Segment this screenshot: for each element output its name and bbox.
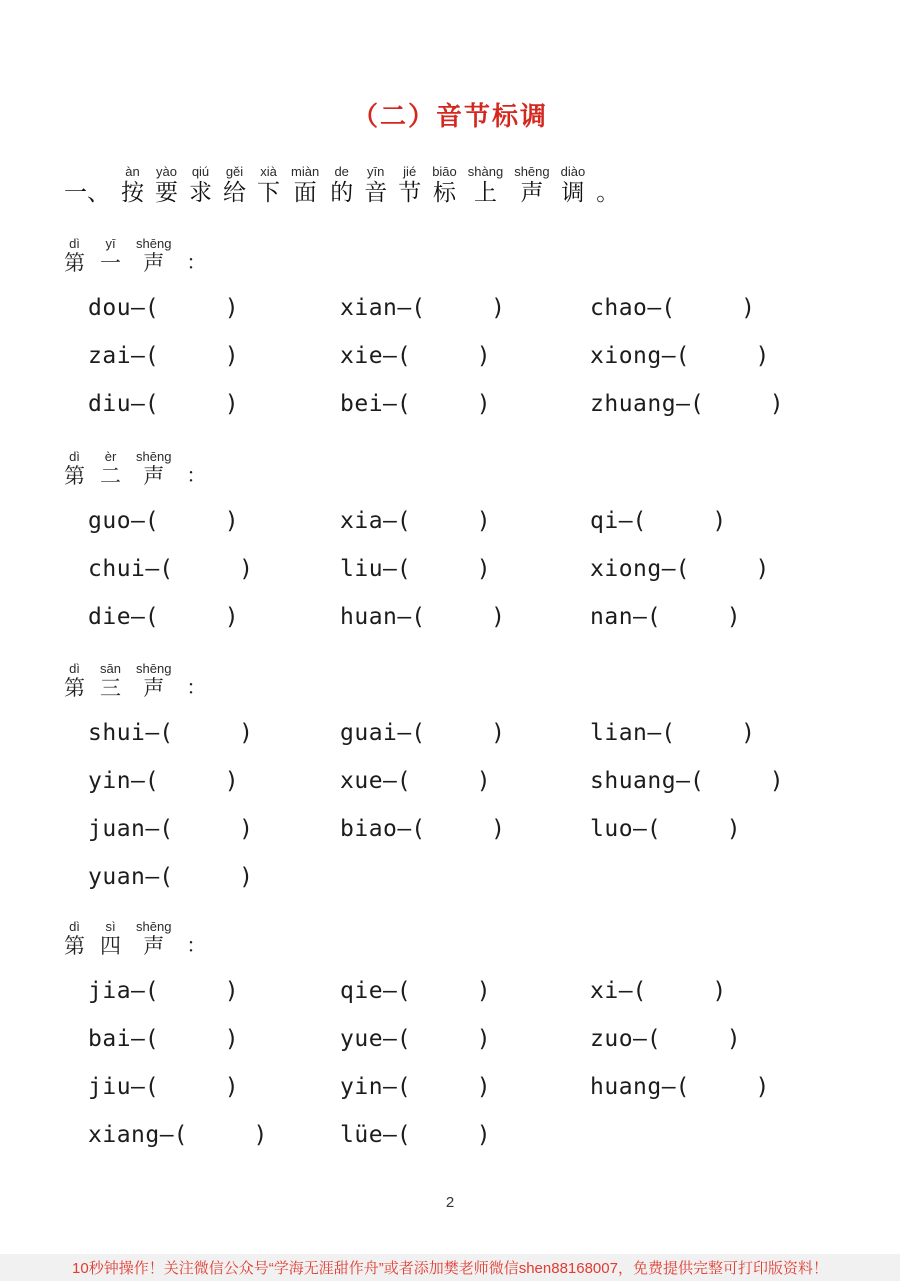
ruby-word	[64, 919, 85, 959]
hanzi-text: 按	[121, 179, 144, 205]
syllable-item	[88, 709, 340, 757]
syllable-item	[88, 1015, 340, 1063]
syllable-text: jiu	[88, 1074, 132, 1100]
syllable-item	[340, 332, 590, 380]
hanzi-text: 声	[143, 464, 165, 488]
syllable-text: xiang	[88, 1122, 160, 1148]
syllable-item	[590, 757, 880, 805]
close-paren: )	[224, 508, 239, 534]
ruby-word	[136, 449, 171, 489]
syllable-item	[88, 1111, 340, 1159]
dash-open-paren: —(	[397, 816, 426, 842]
dash-open-paren: —(	[383, 391, 411, 417]
syllable-text: juan	[88, 816, 146, 842]
syllable-item	[88, 284, 340, 332]
close-paren: )	[253, 1122, 268, 1148]
close-paren: )	[769, 768, 784, 794]
close-paren: )	[476, 1074, 491, 1100]
dash-open-paren: —(	[661, 556, 690, 582]
syllable-item	[340, 709, 590, 757]
syllable-text: diu	[88, 391, 132, 417]
dash-open-paren: —(	[647, 720, 676, 746]
dash-open-paren: —(	[383, 508, 411, 534]
syllable-text: xie	[340, 343, 384, 369]
syllable-text: lian	[590, 720, 648, 746]
hanzi-text: 声	[143, 934, 165, 958]
close-paren: )	[726, 604, 741, 630]
ruby-word	[514, 164, 549, 206]
syllable-text: biao	[340, 816, 398, 842]
ruby-word	[155, 164, 178, 206]
close-paren: )	[755, 1074, 770, 1100]
syllable-text: guai	[340, 720, 398, 746]
close-paren: )	[476, 768, 491, 794]
syllable-item	[340, 497, 590, 545]
dash-open-paren: —(	[633, 604, 661, 630]
dash-open-paren: —(	[131, 295, 159, 321]
syllable-text: lüe	[340, 1122, 384, 1148]
syllable-text: shui	[88, 720, 146, 746]
hanzi-text: 要	[155, 179, 178, 205]
ruby-word	[398, 164, 421, 206]
pinyin-text: qiú	[191, 164, 210, 179]
tone-section-3	[64, 661, 880, 901]
syllable-text: chao	[590, 295, 648, 321]
pinyin-text: shēng	[136, 236, 172, 251]
pinyin-text: jié	[403, 164, 417, 179]
ruby-word	[136, 919, 171, 959]
pinyin-text: dì	[69, 449, 80, 464]
dash-open-paren: —(	[618, 978, 647, 1004]
close-paren: )	[476, 1026, 491, 1052]
syllable-item	[590, 593, 880, 641]
close-paren: )	[712, 508, 727, 534]
syllable-item	[88, 967, 340, 1015]
section-heading	[64, 661, 880, 701]
syllable-text: liu	[340, 556, 384, 582]
close-paren: )	[491, 295, 505, 321]
instruction-period: 。	[596, 179, 620, 205]
syllable-item	[88, 757, 340, 805]
syllable-item	[340, 284, 590, 332]
dash-open-paren: —(	[383, 768, 411, 794]
dash-open-paren: —(	[131, 343, 159, 369]
syllable-text: shuang	[590, 768, 677, 794]
dash-open-paren: —(	[383, 556, 411, 582]
dash-open-paren: —(	[633, 1026, 661, 1052]
close-paren: )	[741, 295, 755, 321]
syllable-item	[88, 805, 340, 853]
dash-open-paren: —(	[397, 720, 426, 746]
ruby-word	[330, 164, 353, 206]
syllable-item	[88, 380, 340, 428]
ruby-word	[189, 164, 212, 206]
close-paren: )	[224, 1026, 239, 1052]
pinyin-text: dì	[69, 236, 80, 251]
dash-open-paren: —(	[131, 1074, 159, 1100]
ruby-word	[432, 164, 457, 206]
pinyin-text: biāo	[432, 164, 457, 179]
syllable-text: zuo	[590, 1026, 634, 1052]
dash-open-paren: —(	[131, 978, 159, 1004]
ruby-word	[136, 236, 171, 276]
syllable-item	[590, 497, 880, 545]
close-paren: )	[769, 391, 784, 417]
dash-open-paren: —(	[131, 508, 159, 534]
syllable-text: huang	[590, 1074, 662, 1100]
dash-open-paren: —(	[383, 1074, 411, 1100]
syllable-item	[590, 545, 880, 593]
dash-open-paren: —(	[131, 604, 159, 630]
dash-open-paren: —(	[131, 391, 159, 417]
tone-section-1	[64, 236, 880, 428]
dash-open-paren: —(	[131, 1026, 159, 1052]
heading-colon: ：	[186, 677, 207, 699]
dash-open-paren: —(	[661, 1074, 690, 1100]
dash-open-paren: —(	[676, 768, 704, 794]
hanzi-text: 第	[64, 251, 85, 275]
syllable-item	[340, 593, 590, 641]
dash-open-paren: —(	[397, 295, 426, 321]
syllable-text: xia	[340, 508, 384, 534]
close-paren: )	[476, 391, 491, 417]
dash-open-paren: —(	[647, 295, 676, 321]
syllable-item	[590, 1015, 880, 1063]
close-paren: )	[239, 816, 253, 842]
hanzi-text: 标	[432, 179, 456, 205]
ruby-word	[136, 661, 171, 701]
pinyin-text: yào	[156, 164, 177, 179]
hanzi-text: 声	[143, 676, 165, 700]
hanzi-text: 下	[257, 179, 280, 205]
hanzi-text: 三	[100, 676, 121, 700]
close-paren: )	[224, 1074, 239, 1100]
section-heading	[64, 236, 880, 276]
pinyin-text: sì	[105, 919, 116, 934]
close-paren: )	[476, 508, 491, 534]
tone-section-4	[64, 919, 880, 1159]
close-paren: )	[224, 295, 239, 321]
section-heading	[64, 919, 880, 959]
pinyin-text: yīn	[367, 164, 385, 179]
syllable-text: bai	[88, 1026, 132, 1052]
syllable-item	[88, 497, 340, 545]
heading-colon: ：	[186, 465, 207, 487]
hanzi-text: 声	[520, 179, 544, 205]
syllable-item	[590, 709, 880, 757]
syllable-grid	[64, 709, 880, 901]
pinyin-text: yī	[105, 236, 116, 251]
close-paren: )	[726, 1026, 741, 1052]
footer-banner	[0, 1254, 900, 1281]
close-paren: )	[712, 978, 727, 1004]
syllable-text: bei	[340, 391, 384, 417]
dash-open-paren: —(	[618, 508, 647, 534]
ruby-word	[561, 164, 586, 206]
pinyin-text: àn	[125, 164, 140, 179]
dash-open-paren: —(	[383, 1026, 411, 1052]
syllable-text: qi	[590, 508, 619, 534]
footer-promo-text: 10秒钟操作！关注微信公众号“学海无涯甜作舟”或者添加樊老师微信shen88168007，免费提供完整可打印版资料！	[72, 1260, 828, 1277]
syllable-text: huan	[340, 604, 398, 630]
ruby-word	[64, 236, 85, 276]
dash-open-paren: —(	[383, 978, 411, 1004]
dash-open-paren: —(	[131, 768, 159, 794]
syllable-item	[590, 967, 880, 1015]
ruby-word	[64, 449, 85, 489]
dash-open-paren: —(	[383, 1122, 411, 1148]
dash-open-paren: —(	[145, 864, 174, 890]
hanzi-text: 四	[100, 934, 121, 958]
close-paren: )	[476, 343, 491, 369]
close-paren: )	[491, 604, 505, 630]
ruby-word	[100, 449, 121, 489]
pinyin-text: de	[334, 164, 349, 179]
hanzi-text: 第	[64, 676, 85, 700]
pinyin-text: sān	[100, 661, 121, 676]
pinyin-text: dì	[69, 661, 80, 676]
close-paren: )	[224, 343, 239, 369]
close-paren: )	[491, 720, 505, 746]
syllable-grid	[64, 967, 880, 1159]
syllable-text: yin	[88, 768, 132, 794]
syllable-text: guo	[88, 508, 132, 534]
ruby-word	[364, 164, 387, 206]
dash-open-paren: —(	[145, 720, 174, 746]
hanzi-text: 第	[64, 464, 85, 488]
syllable-text: xiong	[590, 556, 662, 582]
syllable-item	[340, 805, 590, 853]
syllable-text: zai	[88, 343, 132, 369]
ruby-word	[121, 164, 144, 206]
syllable-item	[88, 332, 340, 380]
close-paren: )	[476, 556, 491, 582]
hanzi-text: 第	[64, 934, 85, 958]
close-paren: )	[755, 343, 770, 369]
close-paren: )	[224, 391, 239, 417]
hanzi-text: 一	[100, 251, 121, 275]
syllable-item	[88, 545, 340, 593]
syllable-text: qie	[340, 978, 384, 1004]
pinyin-text: xià	[260, 164, 277, 179]
syllable-text: jia	[88, 978, 132, 1004]
dash-open-paren: —(	[633, 816, 661, 842]
ruby-word	[100, 919, 121, 959]
dash-open-paren: —(	[383, 343, 411, 369]
close-paren: )	[239, 864, 253, 890]
syllable-text: luo	[590, 816, 634, 842]
pinyin-text: dì	[69, 919, 80, 934]
close-paren: )	[741, 720, 755, 746]
syllable-item	[590, 380, 880, 428]
close-paren: )	[476, 1122, 491, 1148]
pinyin-text: shēng	[136, 919, 172, 934]
syllable-text: yue	[340, 1026, 384, 1052]
close-paren: )	[239, 556, 253, 582]
syllable-text: xi	[590, 978, 619, 1004]
page-number: 2	[445, 1194, 455, 1211]
syllable-text: yuan	[88, 864, 146, 890]
pinyin-text: shēng	[136, 661, 172, 676]
pinyin-text: shēng	[136, 449, 172, 464]
syllable-item	[340, 545, 590, 593]
hanzi-text: 调	[561, 179, 585, 205]
tone-section-2	[64, 449, 880, 641]
ruby-word	[223, 164, 246, 206]
pinyin-text: shàng	[467, 164, 504, 179]
section-heading	[64, 449, 880, 489]
syllable-grid	[64, 284, 880, 428]
dash-open-paren: —(	[145, 556, 174, 582]
dash-open-paren: —(	[397, 604, 426, 630]
close-paren: )	[224, 604, 239, 630]
ruby-word	[291, 164, 319, 206]
syllable-item	[340, 1015, 590, 1063]
hanzi-text: 上	[473, 179, 497, 205]
syllable-item	[88, 853, 340, 901]
pinyin-text: diào	[560, 164, 586, 179]
hanzi-text: 面	[293, 179, 317, 205]
syllable-item	[88, 1063, 340, 1111]
syllable-item	[590, 284, 880, 332]
dash-open-paren: —(	[676, 391, 704, 417]
syllable-text: xian	[340, 295, 398, 321]
pinyin-text: miàn	[291, 164, 320, 179]
pinyin-text: shēng	[514, 164, 550, 179]
ruby-word	[257, 164, 280, 206]
syllable-item	[340, 380, 590, 428]
ruby-word	[64, 661, 85, 701]
syllable-text: dou	[88, 295, 132, 321]
heading-colon: ：	[186, 935, 207, 957]
pinyin-text: èr	[104, 449, 117, 464]
page-title: （二）音节标调	[351, 101, 548, 131]
dash-open-paren: —(	[661, 343, 690, 369]
syllable-text: chui	[88, 556, 146, 582]
syllable-item	[340, 1063, 590, 1111]
close-paren: )	[224, 768, 239, 794]
ruby-word	[100, 236, 121, 276]
syllable-item	[340, 757, 590, 805]
close-paren: )	[755, 556, 770, 582]
heading-colon: ：	[186, 252, 207, 274]
syllable-text: nan	[590, 604, 634, 630]
hanzi-text: 求	[189, 179, 212, 205]
syllable-item	[590, 1063, 880, 1111]
close-paren: )	[476, 978, 491, 1004]
close-paren: )	[726, 816, 741, 842]
syllable-text: zhuang	[590, 391, 677, 417]
ruby-word	[468, 164, 503, 206]
hanzi-text: 的	[330, 179, 354, 205]
syllable-item	[340, 1111, 590, 1159]
close-paren: )	[224, 978, 239, 1004]
dash-open-paren: —(	[159, 1122, 188, 1148]
syllable-text: xue	[340, 768, 384, 794]
syllable-item	[88, 593, 340, 641]
hanzi-text: 声	[143, 251, 165, 275]
syllable-item	[590, 332, 880, 380]
pinyin-text: gěi	[225, 164, 244, 179]
syllable-item	[340, 967, 590, 1015]
instruction-number: 一、	[64, 179, 110, 205]
ruby-word	[100, 661, 121, 701]
instruction-line	[64, 164, 619, 206]
syllable-text: xiong	[590, 343, 662, 369]
syllable-grid	[64, 497, 880, 641]
syllable-item	[590, 805, 880, 853]
syllable-text: yin	[340, 1074, 384, 1100]
close-paren: )	[239, 720, 253, 746]
hanzi-text: 节	[398, 179, 422, 205]
hanzi-text: 音	[364, 179, 388, 205]
syllable-text: die	[88, 604, 132, 630]
hanzi-text: 给	[223, 179, 246, 205]
hanzi-text: 二	[100, 464, 121, 488]
dash-open-paren: —(	[145, 816, 174, 842]
close-paren: )	[491, 816, 505, 842]
